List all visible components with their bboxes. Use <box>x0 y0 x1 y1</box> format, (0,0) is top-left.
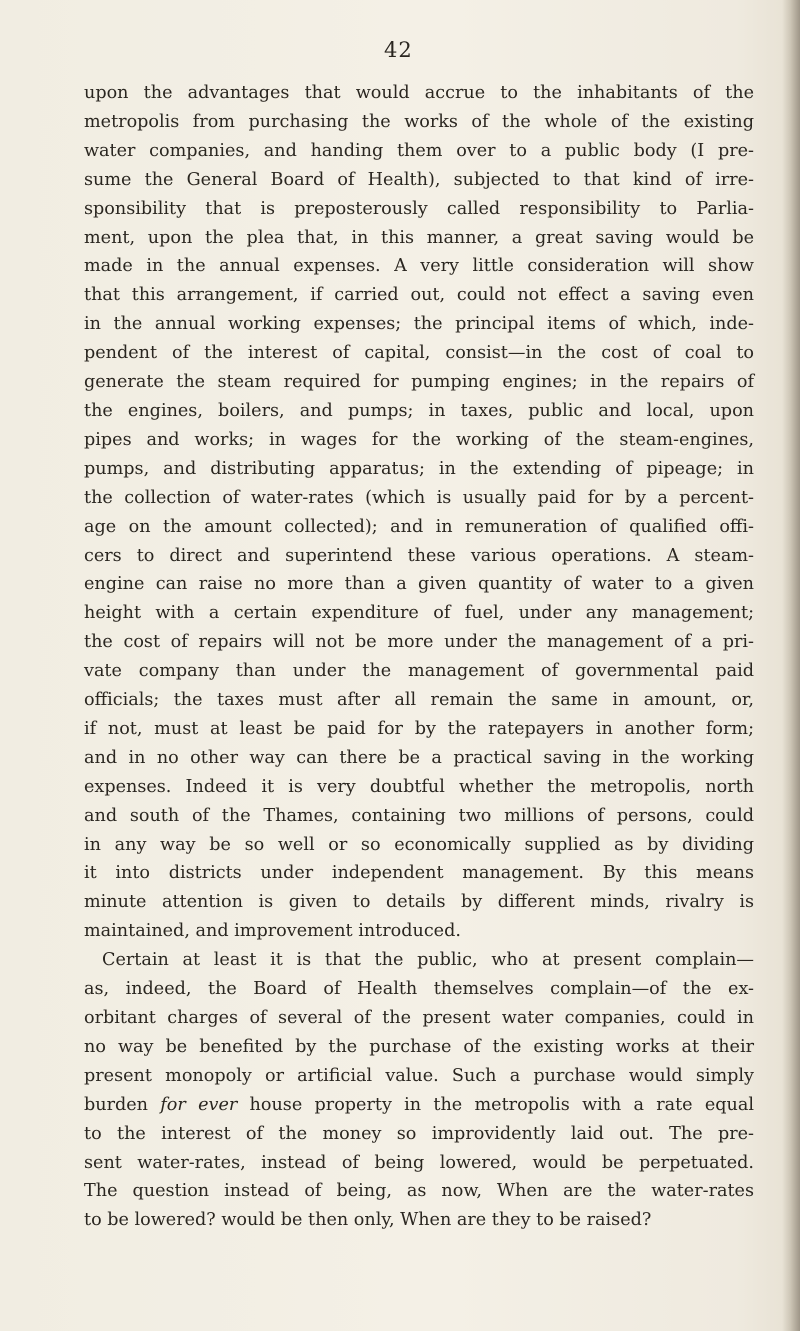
text-line: made in the annual expenses. A very little consideration will show <box>84 256 754 277</box>
italic-text-run: for ever <box>160 1094 238 1115</box>
text-line: vate company than under the management of governmental paid <box>84 661 754 682</box>
text-line: pipes and works; in wages for the working of the steam-engines, <box>84 429 754 450</box>
text-line: no way be benefited by the purchase of the existing works at their <box>84 1036 754 1057</box>
text-line: if not, must at least be paid for by the ratepayers in another form; <box>84 718 754 739</box>
text-line: in the annual working expenses; the principal items of which, inde- <box>84 314 754 335</box>
text-line: officials; the taxes must after all remain the same in amount, or, <box>84 690 754 711</box>
text-line: orbitant charges of several of the present water companies, could in <box>84 1008 754 1028</box>
text-line: as, indeed, the Board of Health themselves complain—of the ex- <box>84 979 754 1000</box>
text-run: burden <box>84 1094 161 1115</box>
text-line: sponsibility that is preposterously called responsibility to Parlia- <box>84 198 754 219</box>
text-line: water companies, and handing them over to a public body (I pre- <box>84 140 754 161</box>
text-line: and south of the Thames, containing two millions of persons, could <box>84 805 754 826</box>
text-line: sume the General Board of Health), subjected to that kind of irre- <box>84 169 754 190</box>
text-line: in any way be so well or so economically supplied as by dividing <box>84 834 754 855</box>
text-line: pendent of the interest of capital, consist—in the cost of coal to <box>84 343 754 364</box>
text-line: the engines, boilers, and pumps; in taxes, public and local, upon <box>84 400 754 421</box>
text-line: age on the amount collected); and in remuneration of qualified offi- <box>84 516 754 537</box>
text-line: it into districts under independent management. By this means <box>84 863 754 884</box>
text-line: cers to direct and superintend these various operations. A steam- <box>84 545 754 566</box>
text-line: present monopoly or artificial value. Such a purchase would simply <box>84 1065 754 1086</box>
text-line: minute attention is given to details by different minds, rivalry is <box>84 892 754 913</box>
body-text <box>84 79 754 1235</box>
text-line: upon the advantages that would accrue to the inhabitants of the <box>84 83 754 103</box>
text-line: maintained, and improvement introduced. <box>84 921 461 942</box>
text-line: engine can raise no more than a given quantity of water to a given <box>84 574 754 595</box>
text-line: the collection of water-rates (which is usually paid for by a percent- <box>84 487 754 508</box>
text-line-italic <box>84 1091 754 1120</box>
text-line: generate the steam required for pumping engines; in the repairs of <box>84 372 754 393</box>
text-line: metropolis from purchasing the works of the whole of the existing <box>84 111 754 132</box>
text-line: height with a certain expenditure of fuel, under any management; <box>84 603 754 624</box>
text-line: ment, upon the plea that, in this manner, a great saving would be <box>84 227 754 248</box>
text-line: sent water-rates, instead of being lowered, would be perpetuated. <box>84 1152 754 1173</box>
text-line: the cost of repairs will not be more under the management of a pri- <box>84 632 754 653</box>
text-line: to be lowered? would be then only, When are they to be raised? <box>84 1210 652 1231</box>
text-line: that this arrangement, if carried out, could not effect a saving even <box>84 285 754 306</box>
text-line: The question instead of being, as now, When are the water-rates <box>84 1181 754 1202</box>
page-number: 42 <box>384 38 413 62</box>
text-line: to the interest of the money so improvidently laid out. The pre- <box>84 1123 754 1144</box>
text-run: house property in the metropolis with a rate equal <box>237 1094 754 1115</box>
text-line: pumps, and distributing apparatus; in the extending of pipeage; in <box>84 458 754 479</box>
page-edge-shadow <box>782 0 800 1331</box>
text-line: expenses. Indeed it is very doubtful whether the metropolis, north <box>84 776 754 797</box>
text-line: Certain at least it is that the public, who at present complain— <box>102 950 754 971</box>
text-line: and in no other way can there be a practical saving in the working <box>84 747 754 768</box>
